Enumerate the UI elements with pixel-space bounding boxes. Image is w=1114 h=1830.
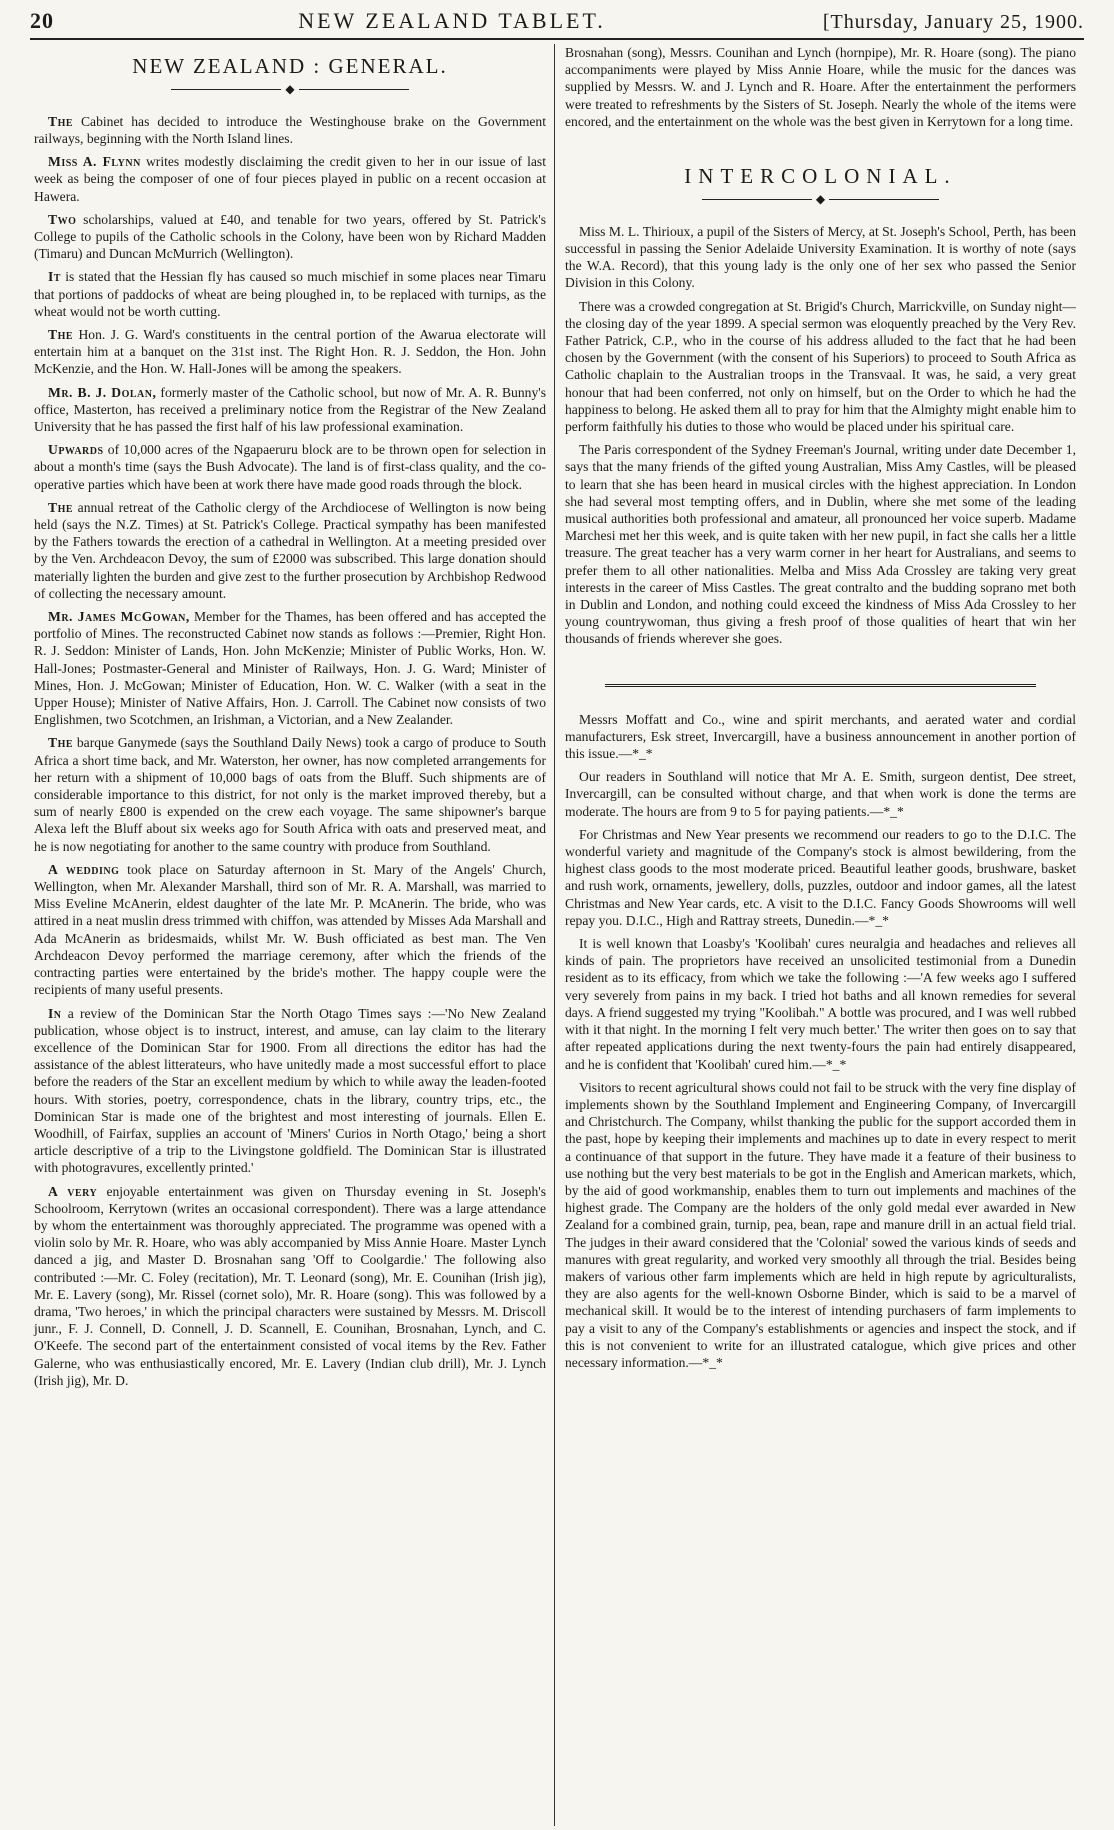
paragraph-text: annual retreat of the Catholic clergy of the Archdiocese of Wellington is now being held (says the N.Z. Times) at St. Patrick's College. Practical sympathy has been manifested by the Fathers towards the erection of a cathedral in Wellington. At a meeting presided over by the Ven. Archdeacon Devoy, the sum of £2000 was subscribed. This large donation should materially lighten the burden and give zest to the further prosecution by Archbishop Redwood of collecting the necessary amount. <box>34 499 546 601</box>
news-paragraph <box>34 153 546 205</box>
paragraph-lead: Upwards <box>48 442 104 458</box>
news-paragraph <box>34 1005 546 1177</box>
advertisement-paragraph: It is well known that Loasby's 'Koolibah' cures neuralgia and headaches and relieves all kinds of pain. The proprietors have received an unsolicited testimonial from a Dunedin resident as to its efficacy, from which we take the following :—'A few weeks ago I suffered very severely from pains in my back. I tried hot baths and all known remedies for several days. A friend suggested my trying "Koolibah." A bottle was procured, and I was well rubbed with it that night. In the morning I felt very much better.' The writer then goes on to say that after repeated applications during the next twenty-fours the pain had entirely disappeared, and he is confident that 'Koolibah' cured him.—*_* <box>565 936 1076 1072</box>
paragraph-lead: The <box>48 326 74 342</box>
advertisement-notices <box>565 711 1076 1372</box>
intercolonial-paragraph: Miss M. L. Thirioux, a pupil of the Sisters of Mercy, at St. Joseph's School, Perth, has been successful in passing the Senior Adelaide University Examination. It is worthy of note (says the W.A. Record), that this young lady is the only one of her sex who passed the Senior Division in this Colony. <box>565 223 1076 291</box>
intercolonial-articles <box>565 223 1076 648</box>
news-paragraph <box>34 441 546 493</box>
left-column <box>30 44 555 1826</box>
issue-date: [Thursday, January 25, 1900. <box>822 11 1084 33</box>
section-ornament: ◆ <box>34 81 546 97</box>
paragraph-lead: The <box>48 735 74 751</box>
advertisement-paragraph: Messrs Moffatt and Co., wine and spirit merchants, and aerated water and cordial manufacturers, Esk street, Invercargill, have a business announcement in another portion of this issue.—*_* <box>565 711 1076 762</box>
page-header <box>30 8 1084 40</box>
paragraph-lead: The <box>48 113 74 129</box>
right-column <box>555 44 1080 1826</box>
news-paragraph <box>34 861 546 999</box>
paragraph-text: formerly master of the Catholic school, but now of Mr. A. R. Bunny's office, Masterton, has received a preliminary notice from the Registrar of the New Zealand University that he has passed the first half of his law professional examination. <box>34 384 546 434</box>
paragraph-lead: Mr. James McGowan, <box>48 609 190 625</box>
advertisement-paragraph: Visitors to recent agricultural shows could not fail to be struck with the very fine display of implements shown by the Southland Implement and Engineering Company, of Invercargill and Christchurch. The Company, whilst thanking the public for the support accorded them in the past, hope by keeping their implements and machines up to date in every respect to merit a continuance of that support in the future. They have made it a feature of their business to use nothing but the very best materials to be got in the English and American markets, which, by the aid of good workmanship, enables them to turn out implements and machines of the highest grade. The Company are the holders of the only gold medal ever awarded in New Zealand for a combined grain, turnip, pea, bean, rape and manure drill in an actual field trial. The judges in their award considered that the 'Colonial' sowed the various kinds of seeds and manures with great regularity, and worked very smoothly all through the trial. Besides being makers of various other farm implements which are held in high repute by agriculturalists, they are also agents for the well-known Osborne Binder, which is said to be a marvel of mechanical skill. It would be to the interest of intending purchasers of farm implements to pay a visit to any of the Company's establishments or agencies and inspect the stock, and if this is not convenient to write for an illustrated catalogue, which give prices and other necessary information.—*_* <box>565 1079 1076 1370</box>
paragraph-lead: Two <box>48 211 77 227</box>
paragraph-text: a review of the Dominican Star the North Otago Times says :—'No New Zealand publication, whose object is to instruct, interest, and amuse, can lay claim to the literary excellence of the Dominican Star for 1900. From all directions the editor has had the assistance of the ablest litterateurs, who have unitedly made a most successful effort to place before the readers of the Star an excellent medium by which to while away the leaden-footed hours. With stories, poetry, correspondence, chats in the library, country trips, etc., the Dominican Star is made one of the brightest and most interesting of journals. Ellen E. Woodhill, of Fairfax, supplies an account of 'Miners' Curios in North Otago,' being a short article descriptive of a trip to the Livingstone goldfield. The Dominican Star is illustrated with photogravures, excellently printed.' <box>34 1005 546 1176</box>
news-paragraph <box>34 1183 546 1389</box>
paragraph-lead: Mr. B. J. Dolan, <box>48 384 157 400</box>
paragraph-text: writes modestly disclaiming the credit given to her in our issue of last week as being the composer of one of four pieces played in public on a recent occasion at Hawera. <box>34 154 547 204</box>
paragraph-text: Cabinet has decided to introduce the Westinghouse brake on the Government railways, beginning with the North Island lines. <box>34 113 546 146</box>
news-paragraph <box>34 211 546 263</box>
news-paragraph <box>34 268 546 320</box>
article-continuation: Brosnahan (song), Messrs. Counihan and Lynch (hornpipe), Mr. R. Hoare (song). The piano accompaniments were played by Miss Annie Hoare, while the music for the dances was supplied by Messrs. W. and J. Lynch and R. Hoare. After the entertainment the performers were treated to refreshments by the Sisters of St. Joseph. Nearly the whole of the items were encored, and the entertainment on the whole was the best given in Kerrytown for a long time. <box>565 45 1076 129</box>
news-paragraph <box>34 326 546 378</box>
intercolonial-paragraph: There was a crowded congregation at St. Brigid's Church, Marrickville, on Sunday night—the closing day of the year 1899. A special sermon was eloquently preached by the Very Rev. Father Patrick, C.P., who in the course of his address alluded to the fact that he had been chosen by the Government (with the consent of his Superiors) to proceed to South Africa as Catholic chaplain to the Australian troops in the Transvaal. It was, he said, a very great honour that had been conferred, not only on himself, but on the Order to which he had the happiness to belong. He asked them all to pray for him that the Almighty might enable him to perform faithfully his duties to those who would be placed under his spiritual care. <box>565 298 1076 434</box>
paragraph-text: Member for the Thames, has been offered and has accepted the portfolio of Mines. The reconstructed Cabinet now stands as follows :—Premier, Right Hon. R. J. Seddon: Minister of Lands, Hon. John McKenzie; Minister of Public Works, Hon. W. Hall-Jones; Postmaster-General and Minister of Railways, Hon. J. G. Ward; Minister of Mines, Hon. J. McGowan; Minister of Education, Hon. W. C. Walker (with a seat in the Upper House); Minister of Native Affairs, Hon. J. Carroll. The Cabinet now consists of two Englishmen, two Scotchmen, an Irishman, a Victorian, and a New Zealander. <box>34 609 546 728</box>
paragraph-text: barque Ganymede (says the Southland Daily News) took a cargo of produce to South Africa a short time back, and Mr. Waterston, her owner, has now completed arrangements for her return with a shipment of 10,000 bags of oats from the Bluff. Such shipments are of considerable importance to this district, for not only is the market improved thereby, but a sum of nearly £800 is expended on the crew each voyage. The same shipowner's barque Alexa left the Bluff about six weeks ago for South Africa with oats and preserved meat, and he is now negotiating for another to the same country with produce from Southland. <box>34 735 546 854</box>
paragraph-text: is stated that the Hessian fly has caused so much mischief in some places near Timaru that portions of paddocks of wheat are being ploughed in, to be replaced with turnips, as the wheat would not be worth cutting. <box>34 269 546 319</box>
section-divider <box>605 684 1036 687</box>
section-ornament: ◆ <box>565 191 1076 207</box>
paragraph-text: enjoyable entertainment was given on Thursday evening in St. Joseph's Schoolroom, Kerrytown (writes an occasional correspondent). There was a large attendance by whom the entertainment was thoroughly appreciated. The programme was opened with a violin solo by Mr. R. Hoare, who was ably accompanied by Miss Annie Hoare. Master Lynch danced a jig, and Master D. Brosnahan sang 'Off to Coolgardie.' The following also contributed :—Mr. C. Foley (recitation), Mr. T. Leonard (song), Mr. E. Counihan (Irish jig), Mr. E. Lavery (song), Mr. Rissel (cornet solo), Mr. R. Hoare (song). This was followed by a drama, 'Two heroes,' in which the principal characters were sustained by Messrs. M. Driscoll junr., F. J. Connell, D. Connell, J. D. Scannell, E. Counihan, Brosnahan, Lynch, and C. O'Keefe. The second part of the entertainment consisted of vocal items by the Rev. Father Galerne, who was enthusiastically encored, Mr. E. Lavery (Indian club drill), Mr. J. Lynch (Irish jig), Mr. D. <box>34 1183 546 1388</box>
general-news-articles <box>34 113 546 1389</box>
paragraph-lead: A wedding <box>48 861 120 877</box>
section-title-general: NEW ZEALAND : GENERAL. <box>132 54 448 78</box>
intercolonial-paragraph: The Paris correspondent of the Sydney Freeman's Journal, writing under date December 1, says that the many friends of the gifted young Australian, Miss Amy Castles, will be pleased to learn that she has been heard in musical circles with the highest appreciation. In London she had several most tempting offers, and in Dublin, where she met some of the leading musical authorities both professional and amateur, all pronounced her voice superb. Madame Marchesi met her this week, and is quite taken with her new pupil, in fact she calls her a little treasure. The great teacher has a very warm corner in her heart for Australians, and seems to prefer them to all other nationalities. Melba and Miss Ada Crossley are taking very great interests in the career of Miss Castles. The great contralto and the budding soprano met both in Dublin and London, and nothing could exceed the kindness of Miss Ada Crossley to her young countrywoman, thus giving a fresh proof of those qualities of heart that win her thousands of friends wherever she goes. <box>565 442 1076 647</box>
paragraph-text: Hon. J. G. Ward's constituents in the central portion of the Awarua electorate will entertain him at a banquet on the 31st inst. The Right Hon. R. J. Seddon, the Hon. John McKenzie, and the Hon. W. Hall-Jones will be among the speakers. <box>34 326 546 377</box>
news-paragraph <box>34 113 546 147</box>
paragraph-lead: In <box>48 1005 62 1021</box>
news-paragraph <box>34 734 546 854</box>
advertisement-paragraph: Our readers in Southland will notice that Mr A. E. Smith, surgeon dentist, Dee street, Invercargill, can be consulted without charge, and that when work is done the terms are moderate. The hours are from 9 to 5 for paying patients.—*_* <box>565 769 1076 819</box>
page-number: 20 <box>30 8 54 33</box>
news-paragraph <box>34 608 546 728</box>
paragraph-text: of 10,000 acres of the Ngapaeruru block are to be thrown open for selection in about a month's time (says the Bush Advocate). The land is of first-class quality, and the co-operative parties which have been at work there have made good roads through the block. <box>34 442 546 492</box>
paragraph-lead: It <box>48 269 61 285</box>
publication-title: NEW ZEALAND TABLET. <box>298 8 606 33</box>
columns <box>30 44 1084 1826</box>
paragraph-text: took place on Saturday afternoon in St. Mary of the Angels' Church, Wellington, when Mr. Alexander Marshall, third son of Mr. R. A. Marshall, was married to Miss Eveline McAnerin, eldest daughter of the late Mr. P. McAnerin. The bride, who was attired in a neat muslin dress trimmed with chiffon, was attended by Misses Ada Marshall and Ada McAnerin as bridesmaids, whilst Mr. W. Bush officiated as best man. The Ven Archdeacon Devoy performed the marriage ceremony, after which the friends of the contracting parties were entertained by the bride's mother. The happy couple were the recipients of many useful presents. <box>34 861 546 998</box>
paragraph-text: scholarships, valued at £40, and tenable for two years, offered by St. Patrick's College to pupils of the Catholic schools in the Colony, have been won by Richard Madden (Timaru) and Duncan McMurrich (Wellington). <box>34 211 546 262</box>
news-paragraph <box>34 384 546 436</box>
paragraph-lead: Miss A. Flynn <box>48 154 141 170</box>
section-title-intercolonial: INTERCOLONIAL. <box>684 164 957 189</box>
advertisement-paragraph: For Christmas and New Year presents we recommend our readers to go to the D.I.C. The wonderful variety and magnitude of the Company's stock is almost bewildering, from the highest class goods to the most moderate priced. Beautiful leather goods, brushware, basket and rush work, ornaments, jewellery, dolls, puzzles, outdoor and indoor games, all the latest Christmas and New Year cards, etc. A visit to the D.I.C. Fancy Goods Showrooms will well repay you. D.I.C., High and Rattray streets, Dunedin.—*_* <box>565 826 1076 928</box>
paragraph-lead: The <box>48 499 74 515</box>
paragraph-lead: A very <box>48 1183 98 1199</box>
news-paragraph <box>34 499 546 602</box>
